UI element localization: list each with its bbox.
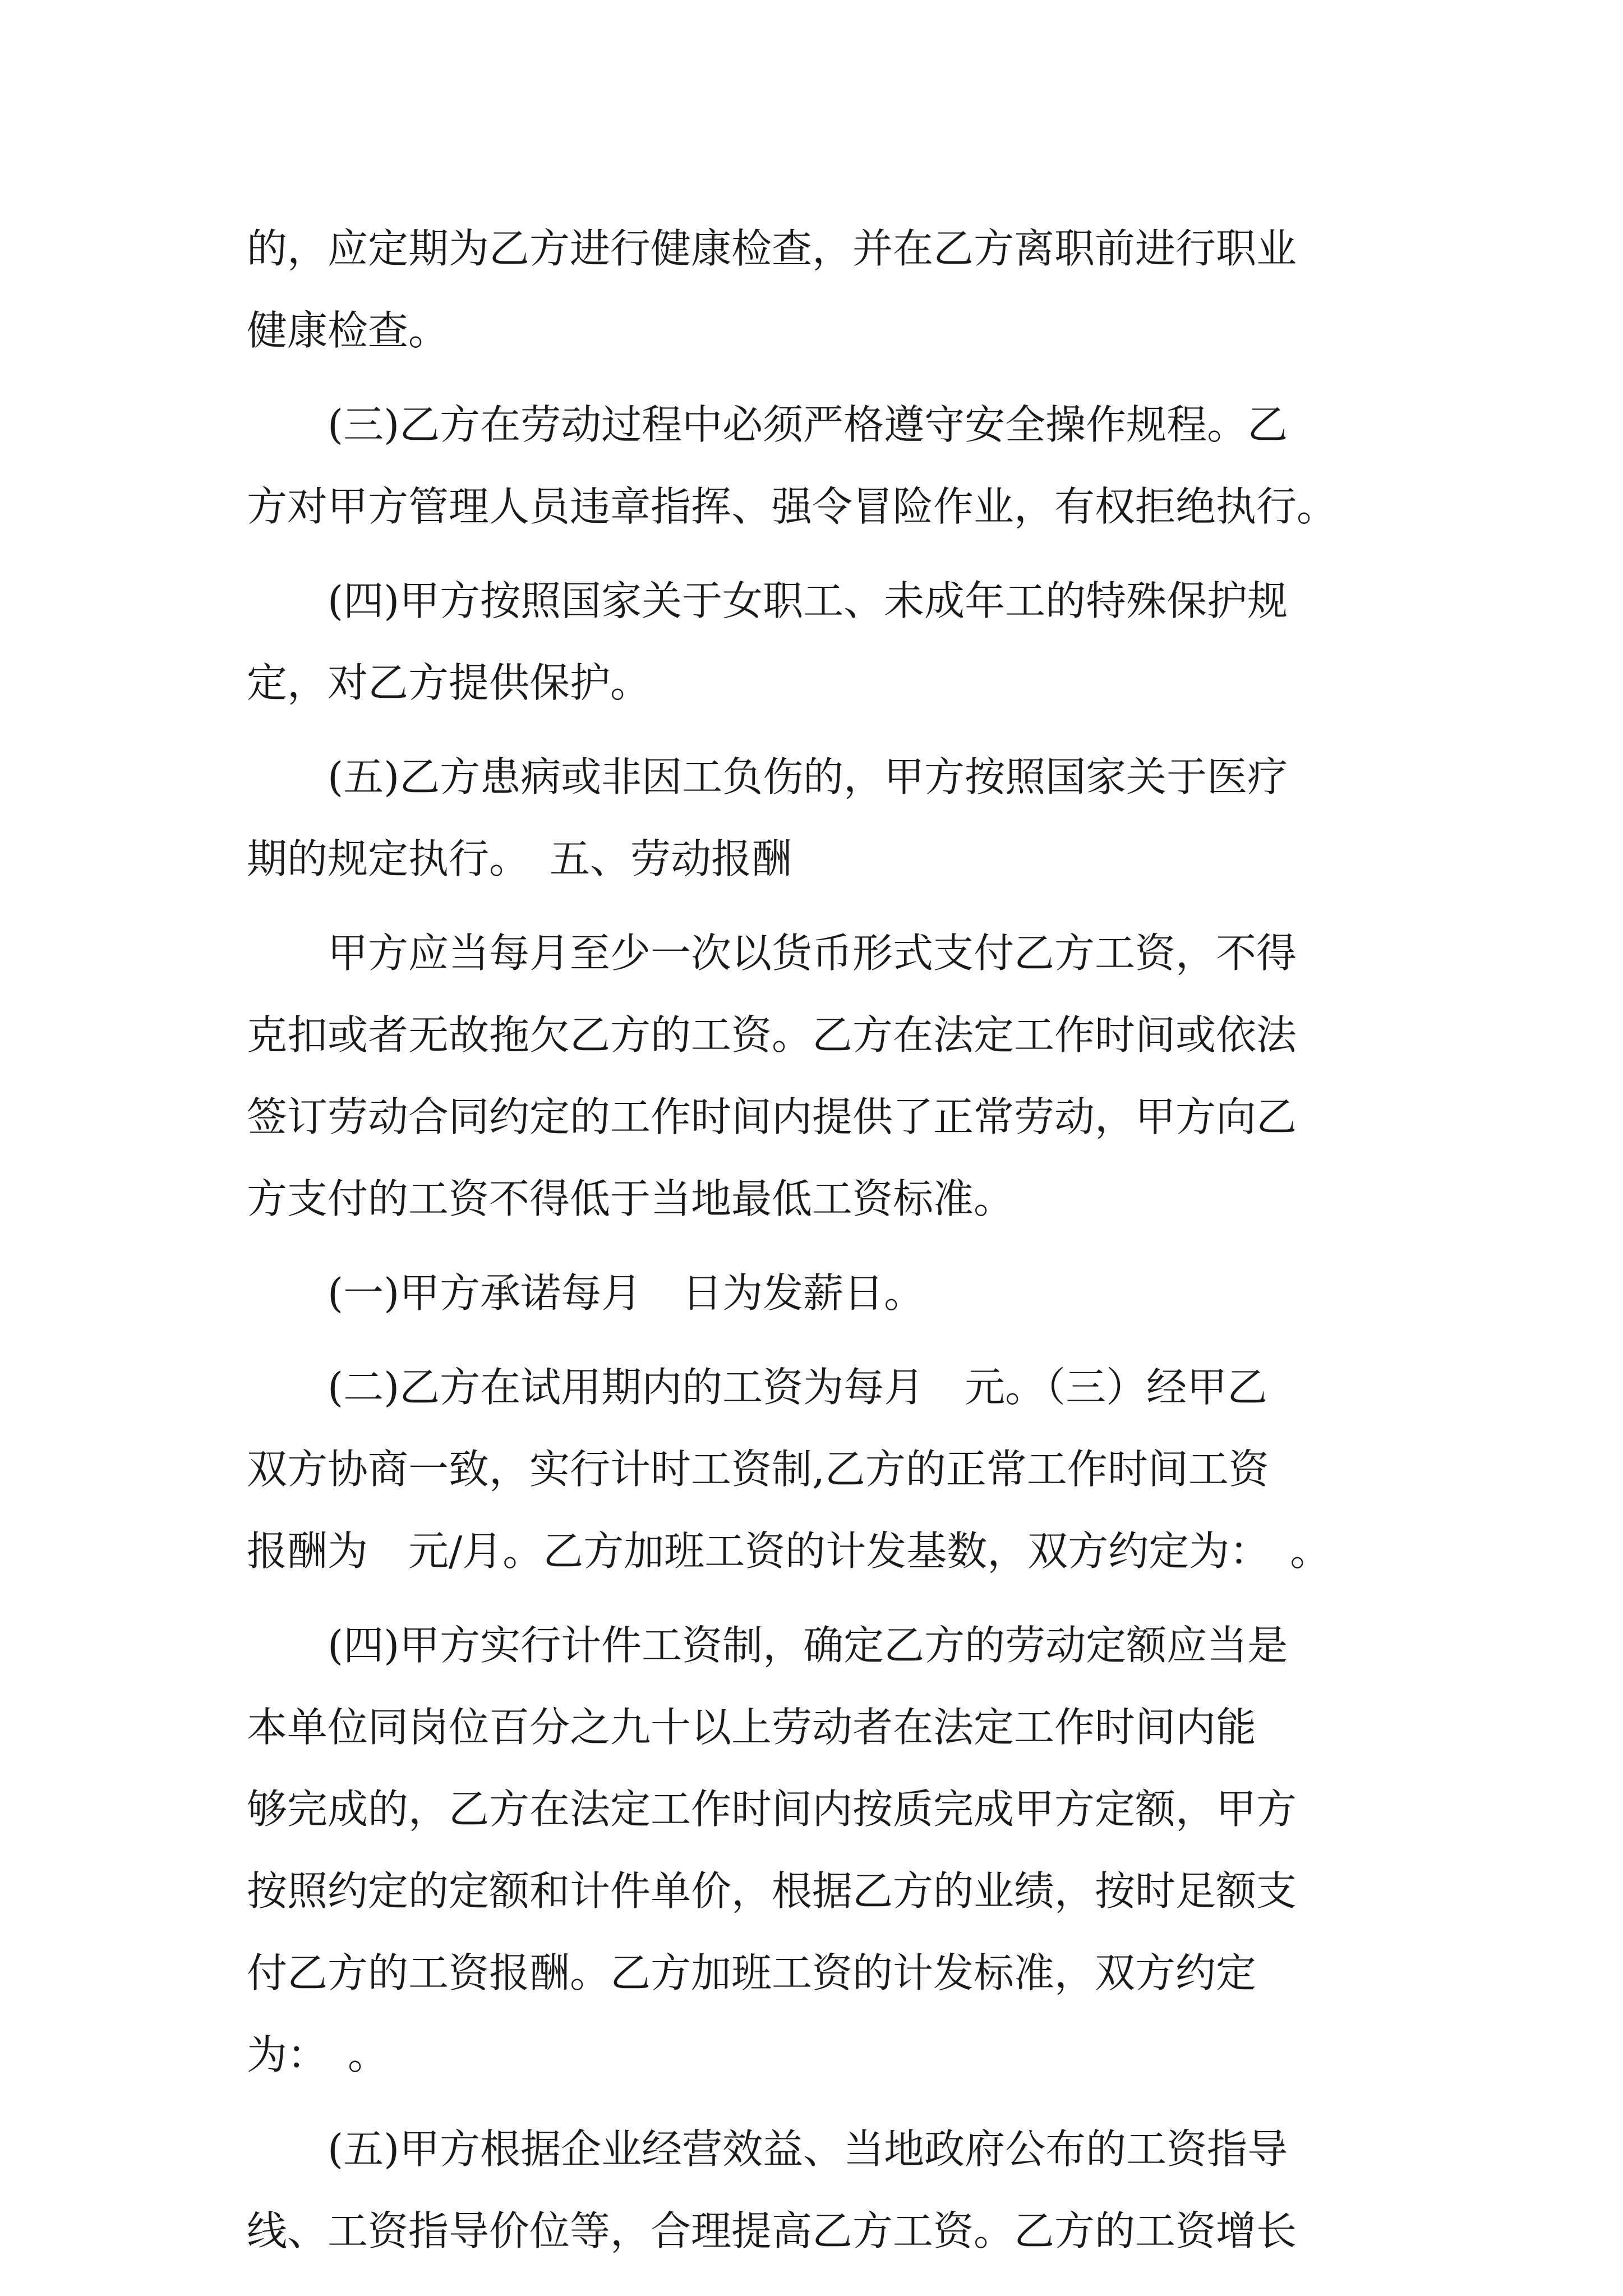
text-line: 期的规定执行。 五、劳动报酬 bbox=[247, 835, 792, 882]
text-line: 克扣或者无故拖欠乙方的工资。乙方在法定工作时间或依法 bbox=[247, 1011, 1297, 1059]
text-line: 够完成的，乙方在法定工作时间内按质完成甲方定额，甲方 bbox=[247, 1786, 1297, 1833]
text-line: (二)乙方在试用期内的工资为每月 元。（三）经甲乙 bbox=[247, 1364, 1268, 1411]
text-line: 方对甲方管理人员违章指挥、强令冒险作业，有权拒绝执行。 bbox=[247, 483, 1338, 530]
text-line: (三)乙方在劳动过程中必须严格遵守安全操作规程。乙 bbox=[247, 401, 1288, 448]
text-line: 签订劳动合同约定的工作时间内提供了正常劳动，甲方向乙 bbox=[247, 1093, 1297, 1140]
text-line: 的，应定期为乙方进行健康检查，并在乙方离职前进行职业 bbox=[247, 225, 1297, 272]
text-line: 为： 。 bbox=[247, 2031, 389, 2078]
text-line: 双方协商一致，实行计时工资制,乙方的正常工作时间工资 bbox=[247, 1446, 1269, 1493]
text-line: (一)甲方承诺每月 日为发薪日。 bbox=[247, 1269, 925, 1317]
text-line: 方支付的工资不得低于当地最低工资标准。 bbox=[247, 1175, 1015, 1222]
document-body bbox=[247, 208, 1396, 2272]
text-line: 健康检查。 bbox=[247, 307, 449, 354]
text-line: 线、工资指导价位等，合理提高乙方工资。乙方的工资增长 bbox=[247, 2207, 1297, 2254]
text-line: (四)甲方按照国家关于女职工、未成年工的特殊保护规 bbox=[247, 577, 1288, 624]
text-line: 报酬为 元/月。乙方加班工资的计发基数，双方约定为： 。 bbox=[247, 1527, 1331, 1575]
text-line: 甲方应当每月至少一次以货币形式支付乙方工资，不得 bbox=[247, 930, 1297, 977]
text-line: (五)乙方患病或非因工负伤的，甲方按照国家关于医疗 bbox=[247, 753, 1288, 800]
text-line: (五)甲方根据企业经营效益、当地政府公布的工资指导 bbox=[247, 2125, 1288, 2173]
text-line: (四)甲方实行计件工资制，确定乙方的劳动定额应当是 bbox=[247, 1622, 1288, 1669]
text-line: 本单位同岗位百分之九十以上劳动者在法定工作时间内能 bbox=[247, 1704, 1257, 1751]
text-line: 按照约定的定额和计件单价，根据乙方的业绩，按时足额支 bbox=[247, 1867, 1297, 1915]
text-line: 付乙方的工资报酬。乙方加班工资的计发标准，双方约定 bbox=[247, 1949, 1257, 1996]
text-line: 定，对乙方提供保护。 bbox=[247, 659, 651, 706]
